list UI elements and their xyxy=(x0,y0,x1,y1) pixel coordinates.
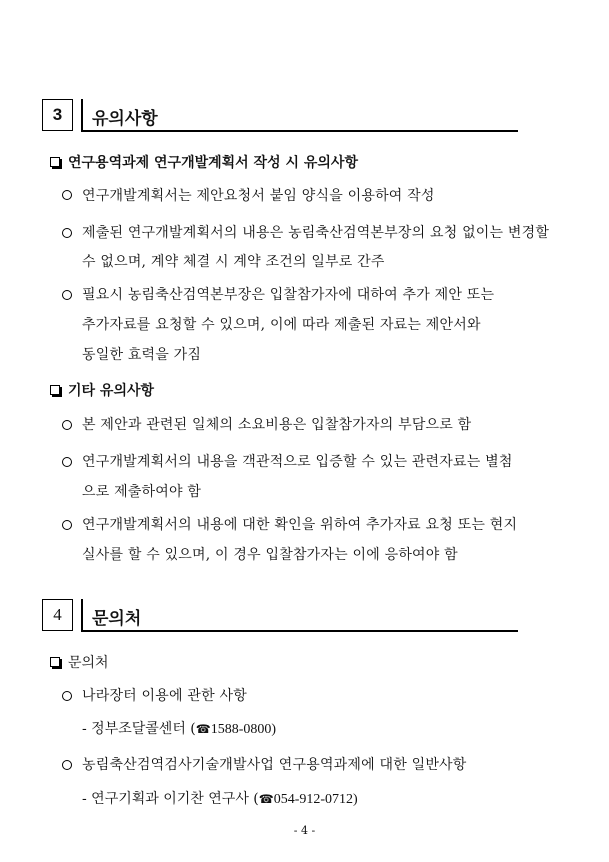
circle-bullet-icon xyxy=(62,520,72,530)
list-item-text: 연구개발계획서의 내용을 객관적으로 입증할 수 있는 관련자료는 별첨 xyxy=(82,454,513,470)
list-item-text: 제출된 연구개발계획서의 내용은 농림축산검역본부장의 요청 없이는 변경할 xyxy=(82,225,550,241)
subsection-heading xyxy=(50,152,358,172)
list-item-text: 본 제안과 관련된 일체의 소요비용은 입찰참가자의 부담으로 함 xyxy=(82,417,472,433)
phone-number: 1588-0800) xyxy=(210,722,277,737)
subsection-title: 기타 유의사항 xyxy=(68,383,155,399)
list-item-text: 추가자료를 요청할 수 있으며, 이에 따라 제출된 자료는 제안서와 xyxy=(82,317,481,333)
circle-bullet-icon xyxy=(62,228,72,238)
contact-detail xyxy=(82,788,358,808)
section-number-box xyxy=(42,599,73,631)
list-item-text: 나라장터 이용에 관한 사항 xyxy=(82,688,247,704)
square-bullet-icon xyxy=(50,157,60,167)
section-divider xyxy=(81,599,83,631)
contact-label: - 연구기획과 이기찬 연구사 ( xyxy=(82,791,259,807)
telephone-icon: ☎ xyxy=(258,792,274,806)
section-number-box xyxy=(42,99,73,131)
circle-bullet-icon xyxy=(62,190,72,200)
telephone-icon: ☎ xyxy=(195,722,211,736)
contact-detail xyxy=(82,718,276,738)
list-item-text: 농림축산검역검사기술개발사업 연구용역과제에 대한 일반사항 xyxy=(82,757,467,773)
circle-bullet-icon xyxy=(62,457,72,467)
square-bullet-icon xyxy=(50,657,60,667)
circle-bullet-icon xyxy=(62,760,72,770)
list-item-text: 연구개발계획서는 제안요청서 붙임 양식을 이용하여 작성 xyxy=(82,188,435,204)
subsection-heading xyxy=(50,652,109,672)
subsection-title: 문의처 xyxy=(68,655,109,671)
section-title: 문의처 xyxy=(92,609,142,629)
phone-number: 054-912-0712) xyxy=(273,792,358,807)
list-item-text: 실사를 할 수 있으며, 이 경우 입찰참가자는 이에 응하여야 함 xyxy=(82,547,458,563)
list-item-text: 동일한 효력을 가짐 xyxy=(82,347,202,363)
list-item-text: 연구개발계획서의 내용에 대한 확인을 위하여 추가자료 요청 또는 현지 xyxy=(82,517,518,533)
contact-label: - 정부조달콜센터 ( xyxy=(82,721,196,737)
list-item-text: 필요시 농림축산검역본부장은 입찰참가자에 대하여 추가 제안 또는 xyxy=(82,287,495,303)
circle-bullet-icon xyxy=(62,691,72,701)
square-bullet-icon xyxy=(50,385,60,395)
list-item-text: 수 없으며, 계약 체결 시 계약 조건의 일부로 간주 xyxy=(82,254,385,270)
page-number: - 4 - xyxy=(293,824,316,837)
section-number: 4 xyxy=(53,605,62,624)
list-item-text: 으로 제출하여야 함 xyxy=(82,484,202,500)
section-title: 유의사항 xyxy=(92,109,158,129)
subsection-title: 연구용역과제 연구개발계획서 작성 시 유의사항 xyxy=(68,155,358,171)
section-underline xyxy=(81,130,518,132)
circle-bullet-icon xyxy=(62,420,72,430)
circle-bullet-icon xyxy=(62,290,72,300)
section-divider xyxy=(81,99,83,131)
subsection-heading xyxy=(50,380,154,400)
section-number: 3 xyxy=(52,105,63,124)
section-underline xyxy=(81,630,518,632)
